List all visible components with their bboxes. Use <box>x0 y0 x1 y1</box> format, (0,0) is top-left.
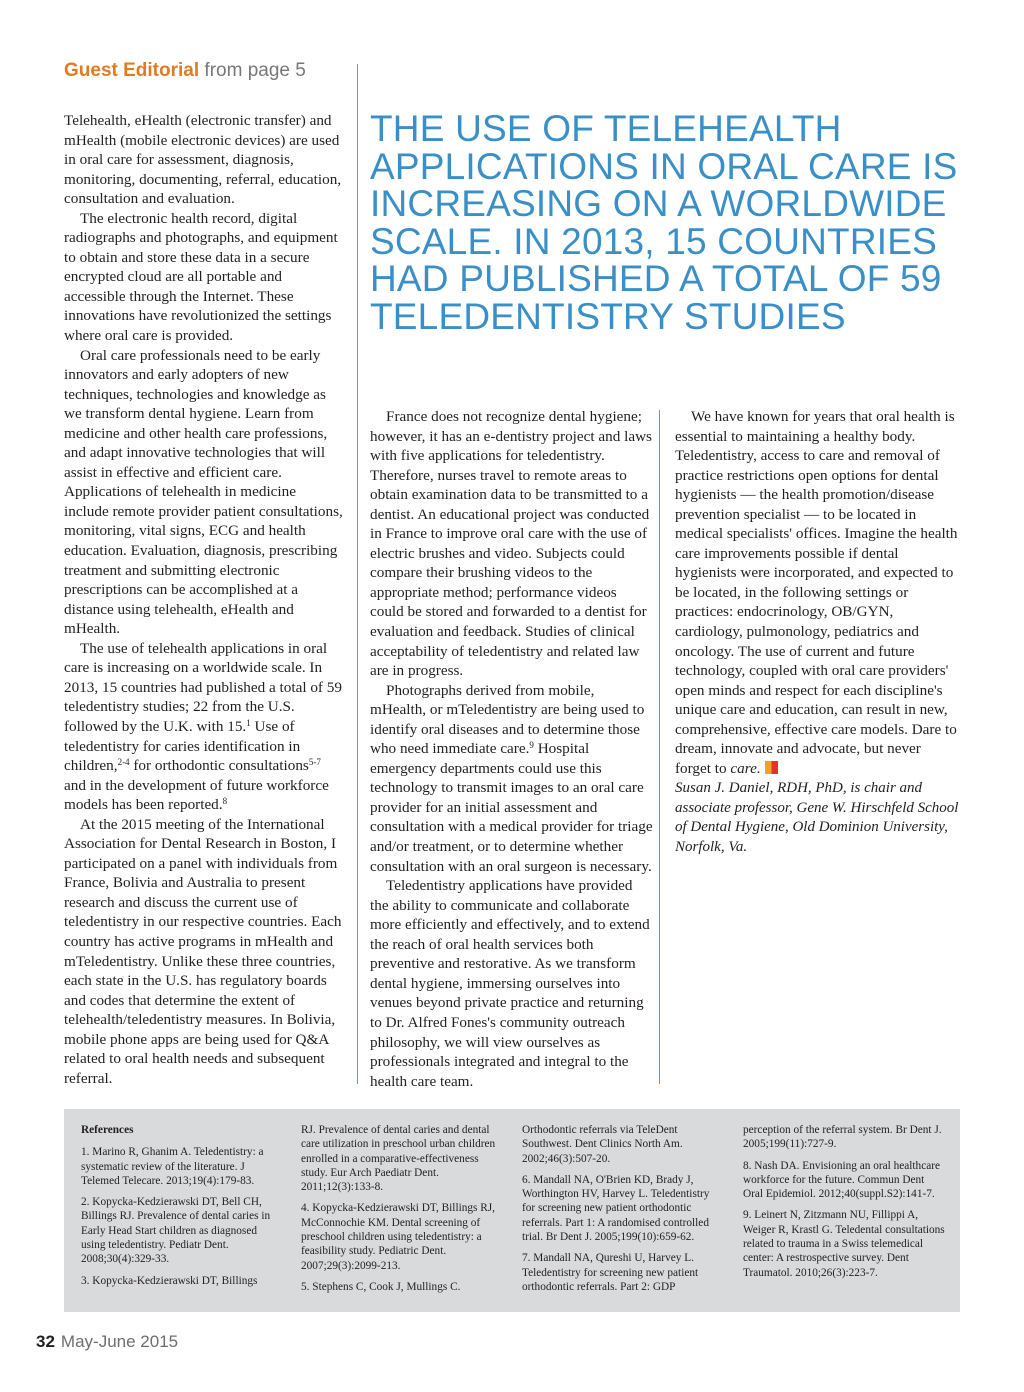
references-box <box>64 1109 960 1312</box>
reference-item: RJ. Prevalence of dental caries and dental care utilization in preschool urban children enrolled in a comparative-effectiveness study. Eur Arch Paediatr Dent. 2011;12(3):133-8. <box>301 1124 496 1194</box>
references-column-4 <box>743 1123 945 1287</box>
reference-item: 4. Kopycka-Kedzierawski DT, Billings RJ, McConnochie KM. Dental screening of preschool children using teledentistry: a feasibility study. Pediatric Dent. 2007;29(3):2099-213. <box>301 1202 495 1272</box>
reference-item: 8. Nash DA. Envisioning an oral healthcare workforce for the future. Commun Dent Oral Epidemiol. 2012;40(suppl.S2):141-7. <box>743 1159 941 1201</box>
citation-marker: 8 <box>222 796 228 807</box>
reference-item: perception of the referral system. Br Dent J. 2005;199(11):727-9. <box>743 1124 942 1151</box>
paragraph-text: The use of telehealth applications in oral care is increasing on a worldwide scale. In 2013, 15 countries had published a total of 59 teledentistry studies; 22 from the U.S. followed by the U.K. with 15. <box>64 639 342 735</box>
paragraph <box>675 407 960 778</box>
reference-item: 2. Kopycka-Kedzierawski DT, Bell CH, Billings RJ. Prevalence of dental caries in Early Head Start children as diagnosed using teledentistry. Pediatr Dent. 2008;30(4):329-33. <box>81 1196 271 1266</box>
references-heading: References <box>81 1124 134 1136</box>
citation-marker: 2-4 <box>117 757 130 768</box>
paragraph: France does not recognize dental hygiene; however, it has an e-dentistry project and laws with five applications for teledentistry. Therefore, nurses travel to remote areas to obtain examination data to be transmitted to a dentist. An educational project was conducted in France to improve oral care with the use of electric brushes and video. Subjects could compare their brushing videos to the appropriate method; performance videos could be stored and forwarded to a dentist for evaluation and feedback. Studies of clinical acceptability of teledentistry and related law are in progress. <box>370 408 652 680</box>
paragraph-text: and in the development of future workforce models has been reported. <box>64 776 329 814</box>
section-header <box>64 60 306 82</box>
reference-item: Orthodontic referrals via TeleDent Southwest. Dent Clinics North Am. 2002;46(3):507-20. <box>522 1124 683 1165</box>
column-divider-left <box>357 64 358 1084</box>
reference-item: 1. Marino R, Ghanim A. Teledentistry: a systematic review of the literature. J Telemed Telecare. 2013;19(4):179-83. <box>81 1146 264 1187</box>
paragraph <box>64 639 344 815</box>
paragraph: Oral care professionals need to be early innovators and early adopters of new techniques, technologies and knowledge as we transform dental hygiene. Learn from medicine and other health care professions, and adapt innovative technologies that will assist in effective and efficient care. Applications of telehealth in medicine include remote provider patient consultations, monitoring, vital signs, ECG and health education. Evaluation, diagnosis, prescribing treatment and submitting electronic prescriptions can be accomplished at a distance using telehealth, eHealth and mHealth. <box>64 346 343 638</box>
paragraph <box>370 681 654 876</box>
article-column-1 <box>64 111 344 1088</box>
citation-marker: 9 <box>529 740 534 751</box>
citation-marker: 1 <box>246 717 251 728</box>
page-footer <box>36 1332 178 1352</box>
end-of-article-icon <box>765 761 778 774</box>
section-title: Guest Editorial <box>64 60 200 81</box>
issue-date: May-June 2015 <box>60 1332 179 1351</box>
reference-item: 5. Stephens C, Cook J, Mullings C. <box>301 1280 461 1293</box>
paragraph-text: We have known for years that oral health is essential to maintaining a healthy body. Teledentistry, access to care and removal of practice restrictions open options for dental hygienists — the health promotion/disease prevention specialist — to be located in medical specialists' offices. Imagine the health care improvements possible if dental hygienists were incorporated, and expected to be located, in the following settings or practices: endocrinology, OB/GYN, cardiology, pulmonology, pediatrics and oncology. The use of current and future technology, coupled with oral care providers' open minds and respect for each discipline's unique care and education, can result in new, comprehensive, effective care models. Dare to dream, innovate and advocate, but never forget to <box>675 408 958 777</box>
article-column-2 <box>370 407 654 1091</box>
paragraph-text: Use of teledentistry for caries identification in children, <box>64 717 301 775</box>
paragraph: The electronic health record, digital radiographs and photographs, and equipment to obtain and store these data in a secure encrypted cloud are all portable and accessible through the Internet. These innovations have revolutionized the settings where oral care is provided. <box>64 209 338 345</box>
paragraph-text: Hospital emergency departments could use this technology to transmit images to an oral care provider for an initial assessment and consultation with a medical provider for triage and/or treatment, or to determine whether consultation with an oral surgeon is necessary. <box>370 740 653 875</box>
paragraph-text: Photographs derived from mobile, mHealth, or mTeledentistry are being used to identify oral diseases and to determine those who need immediate care. <box>370 681 645 758</box>
paragraph: Telehealth, eHealth (electronic transfer) and mHealth (mobile electronic devices) are used in oral care for assessment, diagnosis, monitoring, documenting, referral, education, consultation and evaluation. <box>64 112 342 208</box>
reference-item: 6. Mandall NA, O'Brien KD, Brady J, Worthington HV, Harvey L. Teledentistry for screening new patient orthodontic referrals. Part 1: A randomised controlled trial. Br Dent J. 2005;199(10):659-62. <box>522 1173 710 1244</box>
paragraph-text: for orthodontic consultations <box>129 757 309 775</box>
article-column-3 <box>675 407 960 778</box>
emphasis-text: care. <box>730 759 761 777</box>
author-byline: Susan J. Daniel, RDH, PhD, is chair and associate professor, Gene W. Hirschfeld School of Dental Hygiene, Old Dominion University, Norfolk, Va. <box>675 780 959 855</box>
references-column-1 <box>81 1123 281 1295</box>
page-number: 32 <box>36 1332 55 1351</box>
reference-item: 7. Mandall NA, Qureshi U, Harvey L. Teledentistry for screening new patient orthodontic referrals. Part 2: GDP <box>522 1252 699 1293</box>
reference-item: 3. Kopycka-Kedzierawski DT, Billings <box>81 1274 258 1287</box>
continued-note: from page 5 <box>204 60 306 81</box>
references-column-2 <box>301 1123 501 1301</box>
paragraph: Teledentistry applications have provided the ability to communicate and collaborate more efficiently and effectively, and to extend the reach of oral health services both preventive and restorative. As we transform dental hygiene, immersing ourselves into venues beyond private practice and returning to Dr. Alfred Fones's community outreach philosophy, we will view ourselves as professionals integrated and integral to the health care team. <box>370 877 650 1090</box>
references-column-3 <box>522 1123 724 1301</box>
pull-quote: THE USE OF TELEHEALTH APPLICATIONS IN ORAL CARE IS INCREASING ON A WORLDWIDE SCALE. IN 2013, 15 COUNTRIES HAD PUBLISHED A TOTAL OF 59 TELEDENTISTRY STUDIES <box>370 108 958 337</box>
column-divider-right <box>659 410 660 1084</box>
citation-marker: 5-7 <box>308 757 321 768</box>
reference-item: 9. Leinert N, Zitzmann NU, Fillippi A, Weiger R, Krastl G. Teledental consultations related to trauma in a Swiss telemedical center: A restrospective survey. Dent Traumatol. 2010;26(3):223-7. <box>743 1209 945 1279</box>
paragraph: At the 2015 meeting of the International Association for Dental Research in Boston, I participated on a panel with individuals from France, Bolivia and Australia to present research and discuss the current use of teledentistry in our respective countries. Each country has active programs in mHealth and mTeledentistry. Unlike these three countries, each state in the U.S. has regulatory boards and codes that determine the extent of telehealth/teledentistry measures. In Bolivia, mobile phone apps are being used for Q&A related to oral health needs and subsequent referral. <box>64 815 342 1087</box>
